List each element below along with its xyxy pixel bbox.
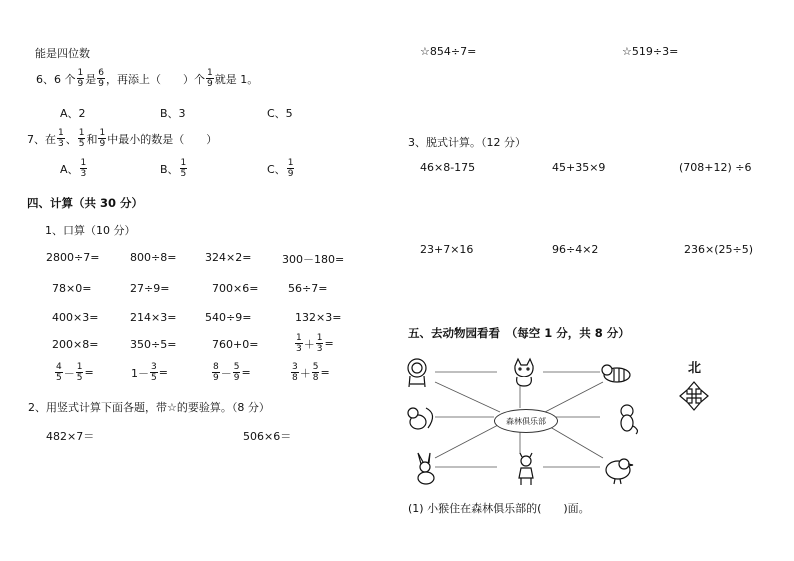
fraction: $\frac{3}{8}$	[292, 362, 298, 383]
deer-icon	[509, 452, 543, 486]
oral-item: 78×0=	[52, 282, 92, 295]
tiger-icon	[600, 357, 634, 391]
sub-question-2-title: 2、用竖式计算下面各题，带☆的要验算。（8 分）	[28, 401, 270, 414]
cat-icon	[507, 356, 541, 390]
fraction-item: $\frac{3}{8}$ ＋ $\frac{5}{8}$ =	[292, 362, 330, 383]
q6-option-a: A、2	[60, 107, 86, 120]
carry-over-line: 能是四位数	[35, 47, 90, 60]
step-item: 46×8-175	[420, 161, 476, 174]
question-6: 6、6 个 $\frac{1}{9}$ 是 $\frac{6}{9}$ ，再添上（ ）个 $\frac{1}{9}$ 就是 1。	[36, 68, 259, 89]
north-label: 北	[688, 361, 702, 376]
question-5-1: (1) 小猴住在森林俱乐部的( )面。	[408, 502, 590, 515]
fraction: $\frac{1}{5}$	[78, 128, 85, 149]
oral-item: 800÷8=	[130, 251, 177, 264]
lion-icon	[400, 356, 434, 390]
q7-option-b: B、 $\frac{1}{5}$	[160, 158, 187, 179]
step-item: 96÷4×2	[552, 243, 599, 256]
fraction: $\frac{1}{3}$	[296, 333, 302, 354]
fraction: $\frac{4}{5}$	[56, 362, 62, 383]
star-item: ☆854÷7=	[420, 45, 477, 58]
star-item: ☆519÷3=	[622, 45, 679, 58]
oral-item: 132×3=	[295, 311, 342, 324]
oral-item: 350÷5=	[130, 338, 177, 351]
oral-item: 324×2=	[205, 251, 252, 264]
section-4-title: 四、计算（共 30 分）	[27, 196, 144, 210]
rabbit-icon	[409, 452, 443, 486]
bird-icon	[600, 452, 634, 486]
fraction-item: $\frac{4}{5}$ － $\frac{1}{5}$ =	[56, 362, 94, 383]
vertical-item: 506×6＝	[243, 430, 292, 443]
compass-arrows-icon	[679, 381, 709, 411]
oral-item-fraction: $\frac{1}{3}$ ＋ $\frac{1}{3}$ =	[296, 333, 334, 354]
fraction: $\frac{8}{9}$	[213, 362, 219, 383]
fraction: $\frac{5}{9}$	[233, 362, 240, 383]
oral-item: 214×3=	[130, 311, 177, 324]
fraction: $\frac{1}{9}$	[99, 128, 106, 149]
oral-item: 2800÷7=	[46, 251, 100, 264]
oral-item: 200×8=	[52, 338, 99, 351]
step-item: 23+7×16	[420, 243, 474, 256]
oral-item: 300－180=	[282, 253, 345, 266]
step-item: 236×(25÷5)	[684, 243, 754, 256]
fraction: $\frac{1}{3}$	[58, 128, 64, 149]
fraction: $\frac{1}{5}$	[180, 158, 187, 179]
fraction: $\frac{1}{3}$	[316, 333, 323, 354]
squirrel-icon	[404, 402, 438, 436]
fraction: $\frac{1}{3}$	[80, 158, 87, 179]
monkey-icon	[610, 402, 644, 436]
fraction: $\frac{5}{8}$	[312, 362, 319, 383]
fraction: $\frac{1}{9}$	[77, 68, 84, 89]
oral-item: 27÷9=	[130, 282, 170, 295]
q6-option-b: B、3	[160, 107, 186, 120]
step-item: 45+35×9	[552, 161, 606, 174]
oral-item: 540÷9=	[205, 311, 252, 324]
oral-item: 400×3=	[52, 311, 99, 324]
question-7: 7、在 $\frac{1}{3}$ 、 $\frac{1}{5}$ 和 $\frac{1}{9}$ 中最小的数是（ ）	[27, 128, 218, 149]
fraction: $\frac{1}{5}$	[76, 362, 83, 383]
forest-club: 森林俱乐部	[494, 409, 558, 433]
q6-option-c: C、5	[267, 107, 293, 120]
oral-item: 56÷7=	[288, 282, 328, 295]
fraction: $\frac{1}{9}$	[287, 158, 294, 179]
fraction: $\frac{1}{9}$	[206, 68, 213, 89]
step-item: (708+12) ÷6	[679, 161, 752, 174]
oral-item: 760+0=	[212, 338, 259, 351]
fraction-item: 1－ $\frac{3}{5}$ =	[131, 362, 168, 383]
q7-option-a: A、 $\frac{1}{3}$	[60, 158, 87, 179]
sub-question-1-title: 1、口算（10 分）	[45, 224, 136, 237]
oral-item: 700×6=	[212, 282, 259, 295]
vertical-item: 482×7＝	[46, 430, 95, 443]
fraction: $\frac{3}{5}$	[151, 362, 157, 383]
section-5-title: 五、去动物园看看 （每空 1 分，共 8 分）	[408, 326, 630, 340]
sub-question-3-title: 3、脱式计算。（12 分）	[408, 136, 526, 149]
fraction: $\frac{6}{9}$	[98, 68, 104, 89]
fraction-item: $\frac{8}{9}$ － $\frac{5}{9}$ =	[213, 362, 251, 383]
q7-option-c: C、 $\frac{1}{9}$	[267, 158, 294, 179]
